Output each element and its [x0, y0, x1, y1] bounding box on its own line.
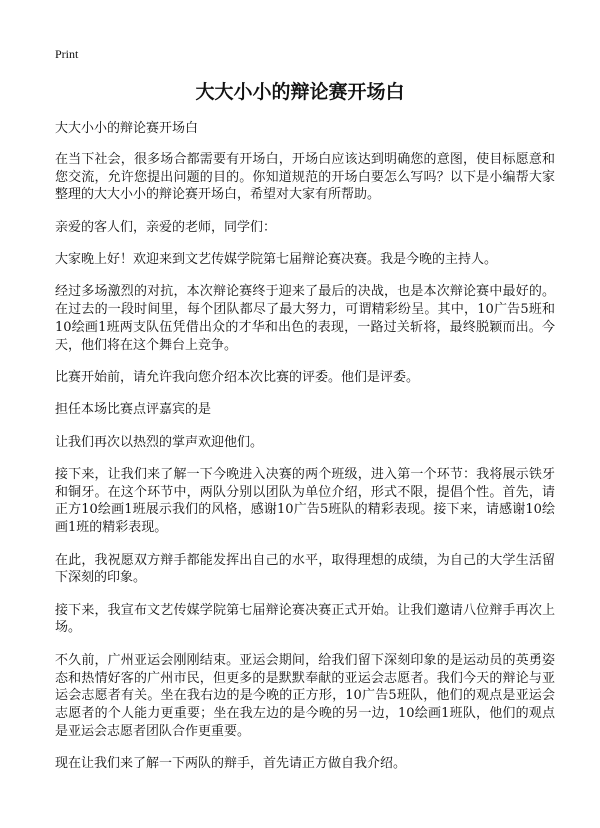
intro-paragraph: 在当下社会，很多场合都需要有开场白，开场白应该达到明确您的意图，使目标愿意和您交流，允许您提出问题的目的。你知道规范的开场白要怎么写吗？以下是小编帮大家整理的大大小小的辩论赛开场白，希望对大家有所帮助。: [55, 151, 555, 203]
greeting-paragraph: 亲爱的客人们，亲爱的老师，同学们：: [55, 219, 277, 235]
body-paragraph: 不久前，广州亚运会刚刚结束。亚运会期间，给我们留下深刻印象的是运动员的英勇姿态和热情好客的广州市民，但更多的是默默奉献的亚运会志愿者。我们今天的辩论与亚运会志愿者有关。坐在我右边的是今晚的正方形，10广告5班队，他们的观点是亚运会志愿者的个人能力更重要；坐在我左边的是今晚的另一边，10绘画1班队，他们的观点是亚运会志愿者团队合作更重要。: [55, 652, 555, 739]
body-paragraph: 经过多场激烈的对抗，本次辩论赛终于迎来了最后的决战，也是本次辩论赛中最好的。在过去的一段时间里，每个团队都尽了最大努力，可谓精彩纷呈。其中，10广告5班和10绘画1班两支队伍凭借出众的才华和出色的表现，一路过关斩将，最终脱颖而出。今天，他们将在这个舞台上竞争。: [55, 284, 555, 353]
document-body: [55, 120, 555, 788]
document-title: 大大小小的辩论赛开场白: [195, 81, 405, 103]
body-paragraph: 在此，我祝愿双方辩手都能发挥出自己的水平，取得理想的成绩，为自己的大学生活留下深刻的印象。: [55, 552, 555, 586]
body-paragraph: 现在让我们来了解一下两队的辩手，首先请正方做自我介绍。: [55, 756, 407, 772]
document-subtitle: 大大小小的辩论赛开场白: [55, 121, 199, 136]
body-paragraph: 接下来，我宣布文艺传媒学院第七届辩论赛决赛正式开始。让我们邀请八位辩手再次上场。: [55, 602, 555, 636]
body-paragraph: 接下来，让我们来了解一下今晚进入决赛的两个班级，进入第一个环节：我将展示铁牙和铜牙。在这个环节中，两队分别以团队为单位介绍，形式不限，提倡个性。首先，请正方10绘画1班展示我们的风格，感谢10广告5班队的精彩表现。接下来，请感谢10绘画1班的精彩表现。: [55, 466, 555, 536]
body-paragraph: 比赛开始前，请允许我向您介绍本次比赛的评委。他们是评委。: [55, 369, 420, 385]
body-paragraph: 担任本场比赛点评嘉宾的是: [55, 402, 212, 418]
body-paragraph: 让我们再次以热烈的掌声欢迎他们。: [55, 434, 264, 450]
print-link[interactable]: Print: [55, 47, 79, 61]
welcome-paragraph: 大家晚上好！欢迎来到文艺传媒学院第七届辩论赛决赛。我是今晚的主持人。: [55, 251, 498, 267]
